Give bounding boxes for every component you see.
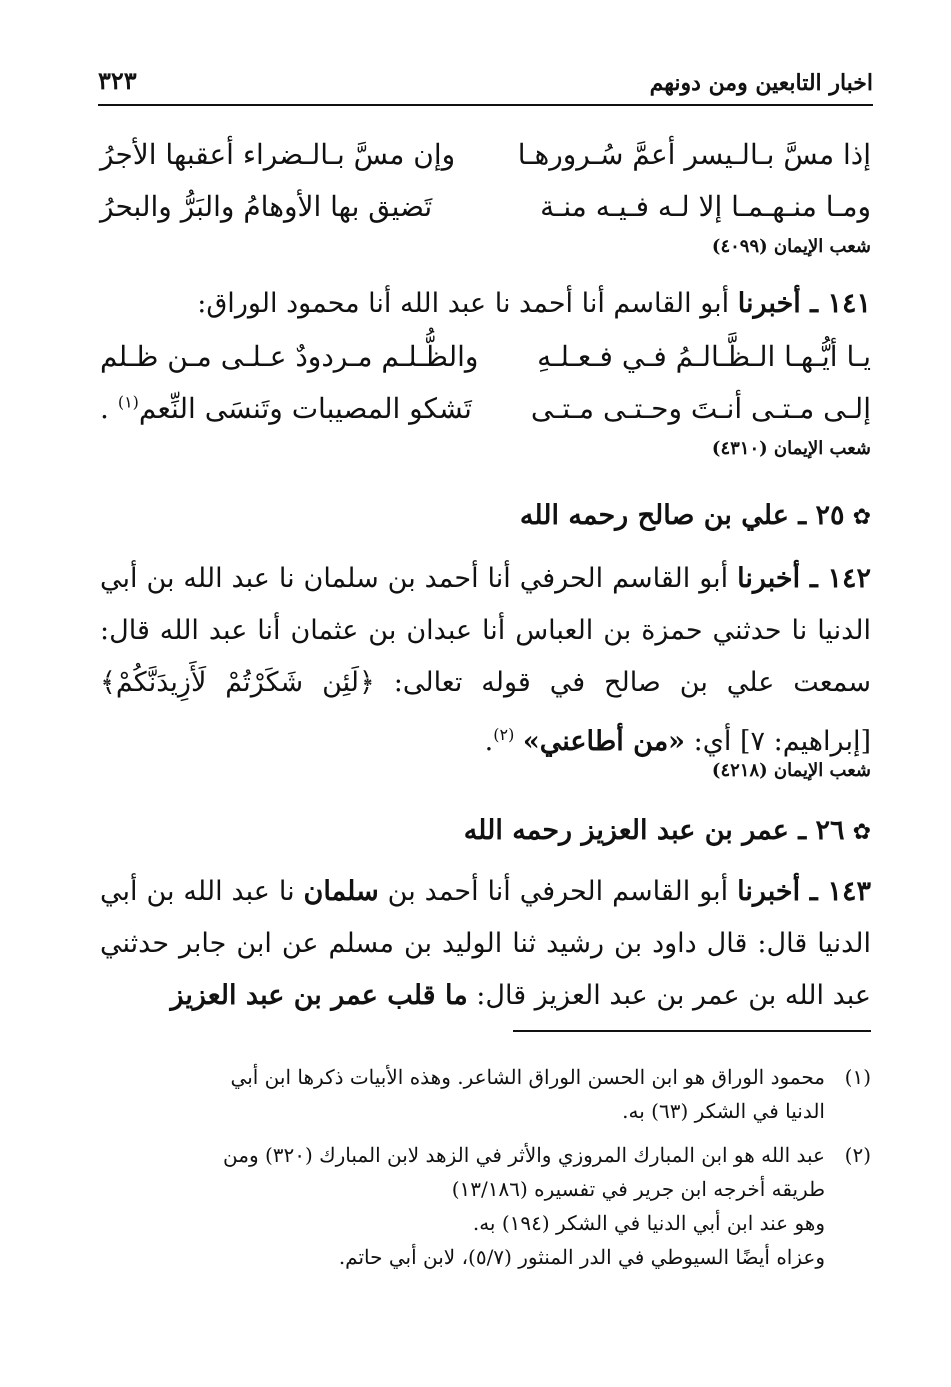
footnote-2 — [100, 1138, 871, 1274]
flower-ornament-icon: ✿ — [852, 820, 871, 845]
footnote-line: وعزاه أيضًا السيوطي في الدر المنثور (٥/٧)، لابن أبي حاتم. — [338, 1245, 825, 1269]
verse-line — [100, 138, 871, 190]
verse-line — [100, 340, 871, 392]
footnote-marker[interactable]: (١) — [117, 392, 139, 412]
quote-text: ما قلب عمر بن عبد العزيز — [170, 980, 468, 1011]
section-heading-26 — [100, 815, 871, 846]
footnote-line: عبد الله هو ابن المبارك المروزي والأثر في الزهد لابن المبارك (٣٢٠) ومن — [223, 1143, 825, 1167]
footnote-separator — [513, 1030, 871, 1032]
footnote-number: (١) — [844, 1065, 871, 1089]
section-title: ٢٦ ـ عمر بن عبد العزيز رحمه الله — [463, 815, 845, 846]
source-reference: شعب الإيمان (٤٠٩٩) — [711, 236, 871, 257]
verse-text: تَشكو المصيبات وتَنسَى النِّعم — [138, 392, 472, 425]
verse-hemistich: يـا أيُّـهـا الـظَّـالـمُ فـي فـعـلـهِ — [537, 340, 871, 373]
narration-text: أبو القاسم أنا أحمد نا عبد الله أنا محمود الوراق: — [197, 288, 738, 319]
narration-141 — [100, 278, 871, 330]
poem-block-2 — [100, 340, 871, 459]
footnote-line: محمود الوراق هو ابن الحسن الوراق الشاعر. وهذه الأبيات ذكرها ابن أبي — [230, 1065, 825, 1089]
narration-143 — [100, 866, 871, 1022]
poem-block-1 — [100, 138, 871, 257]
section-title: ٢٥ ـ علي بن صالح رحمه الله — [519, 500, 845, 531]
flower-ornament-icon: ✿ — [852, 505, 871, 530]
verse-hemistich: إلـى مـتـى أنـتَ وحـتـى مـتـى — [530, 392, 871, 425]
footnote-marker[interactable]: (٢) — [493, 725, 515, 744]
verse-hemistich: تَشكو المصيبات وتَنسَى النِّعم$^{(١)}$ . — [100, 392, 472, 425]
footnote-line: طريقه أخرجه ابن جرير في تفسيره (١٣/١٨٦) — [451, 1177, 825, 1201]
footnote-line: وهو عند ابن أبي الدنيا في الشكر (١٩٤) به. — [472, 1211, 825, 1235]
narration-text: نا عبد الله بن أبي الدنيا قال: قال داود بن رشيد ثنا الوليد بن مسلم عن ابن جابر حدثني عبد الله بن عمر بن عبد العزيز قال: — [100, 876, 871, 1011]
page-number: ٣٢٣ — [98, 66, 137, 95]
quote-text: «من أطاعني» — [522, 726, 686, 757]
footnote-line: الدنيا في الشكر (٦٣) به. — [622, 1099, 825, 1123]
verse-line — [100, 392, 871, 438]
narration-text: أبو القاسم الحرفي أنا أحمد بن سلمان نا عبد الله بن أبي الدنيا نا حدثني حمزة بن العباس أنا عبدان بن عثمان أنا عبد الله قال: سمعت علي بن صالح في قوله تعالى: ﴿لَئِن شَكَرْتُمْ لَأَزِيدَنَّكُمْ﴾ [إبراهيم: ٧] أي: — [100, 563, 871, 757]
running-header — [98, 58, 873, 106]
narrator-name: سلمان — [303, 876, 379, 907]
narration-142 — [100, 553, 871, 768]
verse-hemistich: إذا مسَّ بـالـيسر أعمَّ سُـرورهـا — [517, 138, 871, 171]
verse-hemistich: وإن مسَّ بـالـضراء أعقبها الأجرُ — [100, 138, 456, 171]
verse-line — [100, 190, 871, 236]
verse-hemistich: تَضيق بها الأوهامُ والبَرُّ والبحرُ — [100, 190, 433, 223]
header-title: اخبار التابعين ومن دونهم — [649, 70, 873, 96]
section-heading-25 — [100, 500, 871, 531]
narration-text: أبو القاسم الحرفي أنا أحمد بن — [378, 876, 738, 907]
narration-number: ١٤١ ـ أخبرنا — [737, 288, 871, 319]
verse-hemistich: والظُّـلـم مـردودٌ عـلـى مـن ظـلم — [100, 340, 479, 373]
narration-number: ١٤٣ ـ أخبرنا — [737, 876, 871, 907]
footnote-1 — [100, 1060, 871, 1128]
punctuation: . — [484, 726, 494, 757]
source-reference: شعب الإيمان (٤٣١٠) — [711, 438, 871, 459]
source-reference: شعب الإيمان (٤٢١٨) — [711, 760, 871, 781]
footnote-number: (٢) — [844, 1143, 871, 1167]
verse-hemistich: ومـا منـهـمـا إلا لـه فـيـه منـة — [540, 190, 871, 223]
narration-number: ١٤٢ ـ أخبرنا — [737, 563, 871, 594]
